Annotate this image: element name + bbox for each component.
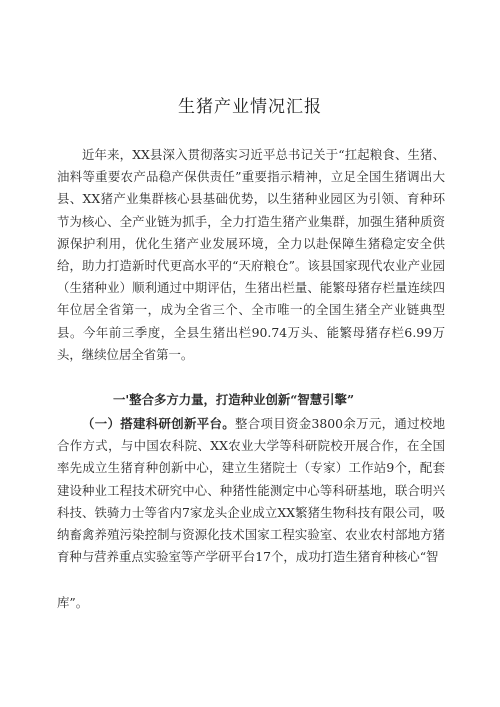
intro-paragraph: 近年来，XX县深入贯彻落实习近平总书记关于“扛起粮食、生猪、油料等重要农产品稳产保供责任”重要指示精神，立足全国生猪调出大县、XX猪产业集群核心县基础优势，以生猪种业园区为引领、育种环节为核心、全产业链为抓手，全力打造生猪产业集群，加强生猪种质资源保护利用，优化生猪产业发展环境，全力以赴保障生猪稳定安全供给，助力打造新时代更高水平的“天府粮仓”。该县国家现代农业产业园（生猪种业）顺利通过中期评估，生猪出栏量、能繁母猪存栏量连续四年位居全省第一，成为全省三个、全市唯一的全国生猪全产业链典型县。今年前三季度，全县生猪出栏90.74万头、能繁母猪存栏6.99万头，继续位居全省第一。	[57, 147, 445, 362]
continuation-paragraph: 库”。	[57, 595, 89, 610]
subsection-body: 整合项目资金3800余万元，通过校地合作方式，与中国农科院、XX农业大学等科研院校开展合作，在全国率先成立生猪育种创新中心，建立生猪院士（专家）工作站9个，配套建设种业工程技术研究中心、种猪性能测定中心等科研基地，联合明兴科技、铁骑力士等省内7家龙头企业成立XX繁猪生物科技有限公司，吸纳畜禽养殖污染控制与资源化技术国家工程实验室、农业农村部地方猪育种与营养重点实验室等产学研平台17个，成功打造生猪育种核心“智	[57, 416, 445, 565]
subsection-paragraph	[57, 413, 445, 568]
document-title: 生猪产业情况汇报	[178, 97, 322, 117]
subsection-lead: （一）搭建科研创新平台。	[82, 416, 235, 431]
section-heading: 一'整合多方力量，打造种业创新“智慧引擎”	[113, 392, 355, 407]
